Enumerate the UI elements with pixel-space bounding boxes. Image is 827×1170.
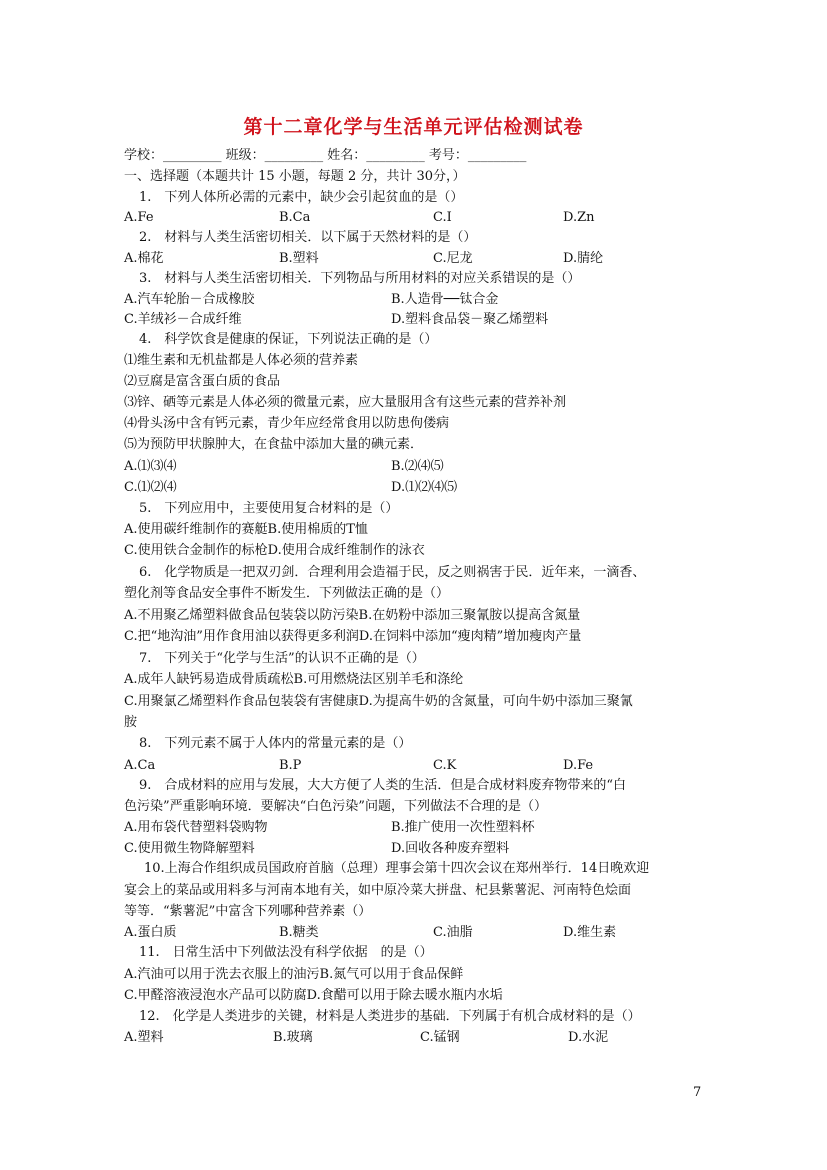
option-text: B.Ca: [279, 210, 311, 225]
option-text: D.水泥: [568, 1030, 609, 1045]
question-text: 2. 材料与人类生活密切相关．以下属于天然材料的是（）: [139, 230, 477, 245]
option-text: B.P: [279, 758, 302, 773]
question-text: 10.上海合作组织成员国政府首脑（总理）理事会第十四次会议在郑州举行．14日晚欢迎: [144, 861, 650, 876]
option-text: B.玻璃: [273, 1030, 313, 1045]
question-text: 6. 化学物质是一把双刃剑．合理利用会造福于民，反之则祸害于民．近年来，一滴香、: [139, 565, 646, 580]
question-text: ⑸为预防甲状腺肿大，在食盐中添加大量的碘元素．: [124, 437, 424, 452]
question-text: 3. 材料与人类生活密切相关．下列物品与所用材料的对应关系错误的是（）: [139, 271, 581, 286]
option-text: B.塑料: [279, 251, 319, 266]
option-text: A.蛋白质: [124, 925, 177, 940]
question-text: ⑴维生素和无机盐都是人体必须的营养素: [124, 353, 359, 368]
option-text: B.推广使用一次性塑料杯: [391, 820, 535, 835]
question-text: 1. 下列人体所必需的元素中，缺少会引起贫血的是（）: [139, 190, 464, 205]
question-text: 9. 合成材料的应用与发展，大大方便了人类的生活．但是合成材料废弃物带来的“白: [139, 778, 627, 793]
option-text: C.I: [433, 210, 452, 225]
option-text: D.维生素: [563, 925, 617, 940]
question-text: 4. 科学饮食是健康的保证，下列说法正确的是（）: [139, 332, 438, 347]
option-text: D.Fe: [563, 758, 594, 773]
question-text: A.不用聚乙烯塑料做食品包装袋以防污染B.在奶粉中添加三聚氰胺以提高含氮量: [124, 608, 581, 623]
question-text: ⑷骨头汤中含有钙元素，青少年应经常食用以防患佝偻病: [124, 416, 450, 431]
question-text: ⑶锌、硒等元素是人体必须的微量元素，应大量服用含有这些元素的营养补剂: [124, 395, 567, 410]
option-text: D.腈纶: [563, 251, 604, 266]
option-text: C.使用微生物降解塑料: [124, 841, 255, 856]
question-text: 12. 化学是人类进步的关键，材料是人类进步的基础．下列属于有机合成材料的是（）: [139, 1009, 641, 1024]
option-text: A.汽车轮胎－合成橡胶: [124, 292, 255, 307]
option-text: A.棉花: [124, 251, 164, 266]
question-text: 胺: [124, 715, 138, 730]
question-text: 5. 下列应用中，主要使用复合材料的是（）: [139, 501, 399, 516]
question-text: 塑化剂等食品安全事件不断发生．下列做法正确的是（）: [124, 586, 450, 601]
option-text: B.⑵⑷⑸: [391, 459, 444, 474]
page-number: 7: [693, 1085, 702, 1100]
question-text: C.使用铁合金制作的标枪D.使用合成纤维制作的泳衣: [124, 543, 425, 558]
question-text: A.成年人缺钙易造成骨质疏松B.可用燃烧法区别羊毛和涤纶: [124, 672, 464, 687]
option-text: C.⑴⑵⑷: [124, 480, 177, 495]
question-text: 11. 日常生活中下列做法没有科学依据 的是（）: [139, 945, 433, 960]
option-text: A.Fe: [124, 210, 154, 225]
option-text: A.Ca: [124, 758, 156, 773]
option-text: D.塑料食品袋－聚乙烯塑料: [391, 312, 549, 327]
option-text: C.K: [433, 758, 457, 773]
question-text: 色污染”严重影响环境．要解决“白色污染”问题，下列做法不合理的是（）: [124, 799, 547, 814]
question-text: A.使用碳纤维制作的赛艇B.使用棉质的T恤: [124, 522, 368, 537]
option-text: D.Zn: [563, 210, 595, 225]
question-text: C.把“地沟油”用作食用油以获得更多利润D.在饲料中添加“瘦肉精”增加瘦肉产量: [124, 629, 582, 644]
option-text: B.糖类: [279, 925, 319, 940]
question-text: 等等．“紫薯泥”中富含下列哪种营养素（）: [124, 904, 372, 919]
question-text: A.汽油可以用于洗去衣服上的油污B.氮气可以用于食品保鲜: [124, 967, 464, 982]
page-title: 第十二章化学与生活单元评估检测试卷: [243, 116, 584, 138]
option-text: A.⑴⑶⑷: [124, 459, 177, 474]
question-text: C.甲醛溶液浸泡水产品可以防腐D.食醋可以用于除去暖水瓶内水垢: [124, 988, 503, 1003]
option-text: C.油脂: [433, 925, 473, 940]
question-text: 宴会上的菜品或用料多与河南本地有关，如中原冷菜大拼盘、杞县紫薯泥、河南特色烩面: [124, 883, 632, 898]
option-text: A.塑料: [124, 1030, 164, 1045]
option-text: C.锰钢: [420, 1030, 460, 1045]
question-text: 8. 下列元素不属于人体内的常量元素的是（）: [139, 736, 412, 751]
option-text: C.羊绒衫－合成纤维: [124, 312, 242, 327]
option-text: C.尼龙: [433, 251, 473, 266]
option-text: D.回收各种废弃塑料: [391, 841, 510, 856]
question-text: ⑵豆腐是富含蛋白质的食品: [124, 374, 281, 389]
question-text: 7. 下列关于“化学与生活”的认识不正确的是（）: [139, 651, 425, 666]
question-text: C.用聚氯乙烯塑料作食品包装袋有害健康D.为提高牛奶的含氮量，可向牛奶中添加三聚氰: [124, 694, 633, 709]
option-text: B.人造骨──钛合金: [391, 292, 499, 307]
option-text: A.用布袋代替塑料袋购物: [124, 820, 268, 835]
option-text: D.⑴⑵⑷⑸: [391, 480, 458, 495]
header-info: 学校：_________ 班级：_________ 姓名：_________ 考号：_________: [124, 148, 527, 163]
section-heading: 一、选择题（本题共计 15 小题，每题 2 分，共计 30分，）: [124, 169, 466, 184]
